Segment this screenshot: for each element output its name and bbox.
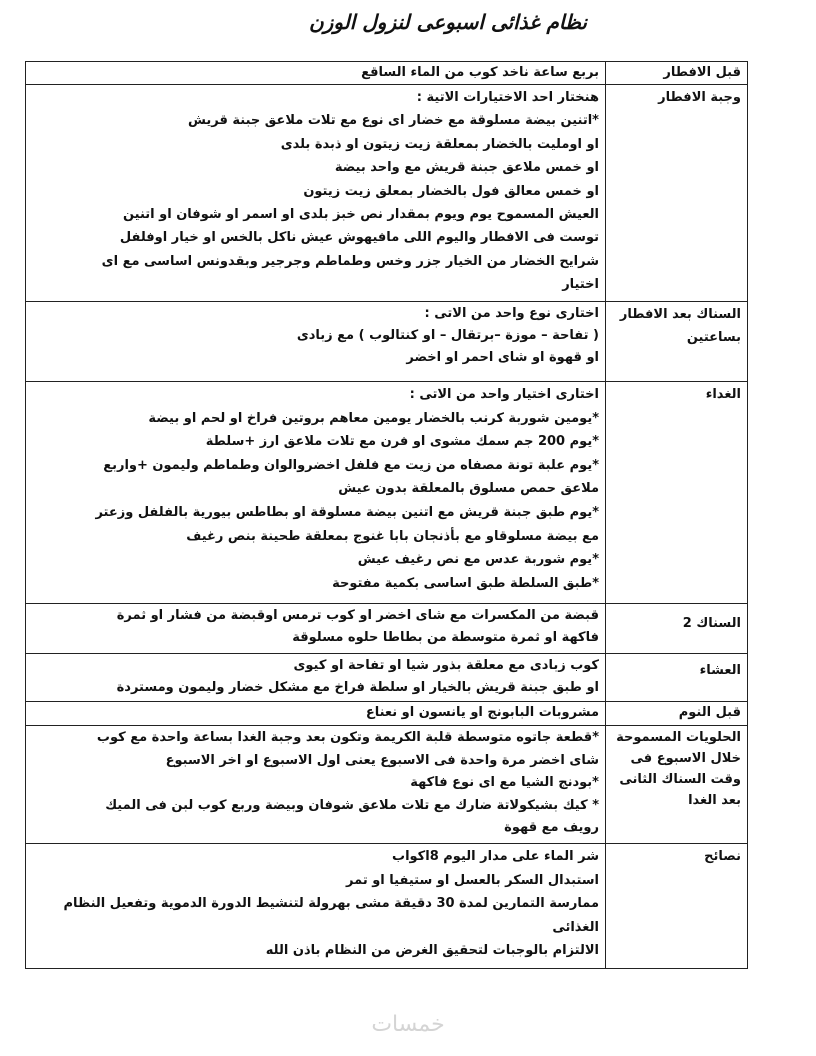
content-line: توست فى الافطار واليوم اللى مافيهوش عيش ناكل بالخس او خيار اوفلفل xyxy=(119,230,599,246)
row-label: قبل النوم xyxy=(606,702,748,726)
content-line: الغذائى xyxy=(552,919,599,935)
content-line: هنختار احد الاختيارات الاتية : xyxy=(416,90,599,105)
row-label: الغداء xyxy=(606,382,748,604)
table-row xyxy=(26,85,748,302)
row-label: الحلويات المسموحة خلال الاسبوع فى وقت السناك الثانى بعد الغدا xyxy=(606,726,748,844)
content-line: اختيار xyxy=(562,277,599,293)
content-line: او خمس ملاعق جبنة قريش مع واحد بيضة xyxy=(334,160,599,176)
diet-plan-table xyxy=(25,61,748,969)
content-line: مع بيضة مسلوقاو مع بأذنجان بابا غنوج بمعلقة طحينة بنص رغيف xyxy=(186,528,599,544)
row-content xyxy=(26,654,606,702)
content-line: الالتزام بالوجبات لتحقيق الغرض من النظام باذن الله xyxy=(265,943,599,958)
content-line: شاى اخضر مرة واحدة فى الاسبوع يعنى اول الاسبوع او اخر الاسبوع xyxy=(165,752,599,768)
content-line: بربع ساعة ناخد كوب من الماء الساقع xyxy=(361,65,599,80)
row-content xyxy=(26,726,606,844)
content-line: *قطعة جاتوه متوسطة قلبة الكريمة وتكون بعد وجبة الغدا بساعة واحدة مع كوب xyxy=(96,730,599,745)
content-line: ملاعق حمص مسلوق بالمعلقة بدون عيش xyxy=(338,481,599,497)
content-line: رويف مع قهوة xyxy=(504,820,599,836)
content-line: او طبق جبنة قريش بالخيار او سلطة فراخ مع مشكل خضار وليمون ومستردة xyxy=(116,680,599,695)
table-row xyxy=(26,604,748,654)
row-content xyxy=(26,702,606,726)
content-line: * كيك بشيكولاتة ضارك مع تلات ملاعق شوفان وبيضة وربع كوب لبن فى الميك xyxy=(105,797,599,813)
content-line: ممارسة التمارين لمدة 30 دقيقة مشى بهرولة لتنشيط الدورة الدموية وتفعيل النظام xyxy=(63,896,599,911)
row-content xyxy=(26,382,606,604)
page-title-text: نظام غذائى اسبوعى لنزول الوزن xyxy=(308,10,588,34)
table-row xyxy=(26,382,748,604)
row-label: قبل الافطار xyxy=(606,62,748,85)
row-label: السناك بعد الافطار بساعتين xyxy=(606,302,748,382)
content-line: او خمس معالق فول بالخضار بمعلق زيت زيتون xyxy=(303,183,599,199)
content-line: اختارى اختيار واحد من الاتى : xyxy=(409,387,599,402)
content-line: *طبق السلطة طبق اساسى بكمية مفتوحة xyxy=(332,575,599,591)
row-label: وجبة الافطار xyxy=(606,85,748,302)
content-line: استبدال السكر بالعسل او ستيفيا او تمر xyxy=(346,872,599,888)
content-line: العيش المسموح يوم ويوم بمقدار نص خبز بلدى او اسمر او شوفان او اتنين xyxy=(122,207,599,223)
row-content xyxy=(26,844,606,969)
row-content xyxy=(26,85,606,302)
row-content xyxy=(26,302,606,382)
row-content xyxy=(26,62,606,85)
content-line: *يوم علبة تونة مصفاه من زيت مع فلفل اخضروالوان وطماطم وليمون +واربع xyxy=(103,457,599,473)
page-title xyxy=(0,10,816,34)
table-row xyxy=(26,844,748,969)
row-label: نصائح xyxy=(606,844,748,969)
content-line: ( تفاحة – موزة –برتقال – او كنتالوب ) مع زبادى xyxy=(296,328,599,343)
content-line: *يوم شوربة عدس مع نص رغيف عيش xyxy=(357,552,599,568)
content-line: *بودنج الشيا مع اى نوع فاكهة xyxy=(410,775,599,791)
content-line: مشروبات البابونج او يانسون او نعناع xyxy=(365,705,599,720)
watermark-logo: خمسات xyxy=(371,1012,445,1037)
diet-plan-body xyxy=(26,62,748,969)
content-line: *يومين شوربة كرنب بالخضار يومين معاهم بروتين فراخ او لحم او بيضة xyxy=(148,410,599,426)
content-line: او اومليت بالخضار بمعلقة زيت زيتون او ذبدة بلدى xyxy=(280,136,599,152)
row-label: العشاء xyxy=(606,654,748,702)
table-row xyxy=(26,302,748,382)
content-line: شرايح الخضار من الخيار جزر وخس وطماطم وجرجير وبقدونس اساسى مع اى xyxy=(101,253,599,269)
table-row xyxy=(26,726,748,844)
content-line: *اتنين بيضة مسلوقة مع خضار اى نوع مع تلات ملاعق جبنة قريش xyxy=(188,113,599,129)
table-row xyxy=(26,62,748,85)
content-line: *يوم 200 جم سمك مشوى او فرن مع تلات ملاعق ارز +سلطة xyxy=(205,434,599,450)
content-line: قبضة من المكسرات مع شاى اخضر او كوب ترمس اوقبضة من فشار او ثمرة xyxy=(116,608,599,623)
content-line: او قهوة او شاى احمر او اخضر xyxy=(406,350,599,365)
row-content xyxy=(26,604,606,654)
content-line: فاكهة او ثمرة متوسطة من بطاطا حلوه مسلوقة xyxy=(292,630,599,645)
row-label: السناك 2 xyxy=(606,604,748,654)
content-line: *يوم طبق جبنة قريش مع اتنين بيضة مسلوقة او بطاطس بيورية بالفلفل وزعتر xyxy=(95,504,599,520)
table-row xyxy=(26,654,748,702)
content-line: كوب زبادى مع معلقة بذور شيا او تفاحة او كيوى xyxy=(293,658,599,673)
content-line: اختارى نوع واحد من الاتى : xyxy=(424,306,599,321)
content-line: شر الماء على مدار اليوم 8اكواب xyxy=(392,849,599,864)
table-row xyxy=(26,702,748,726)
